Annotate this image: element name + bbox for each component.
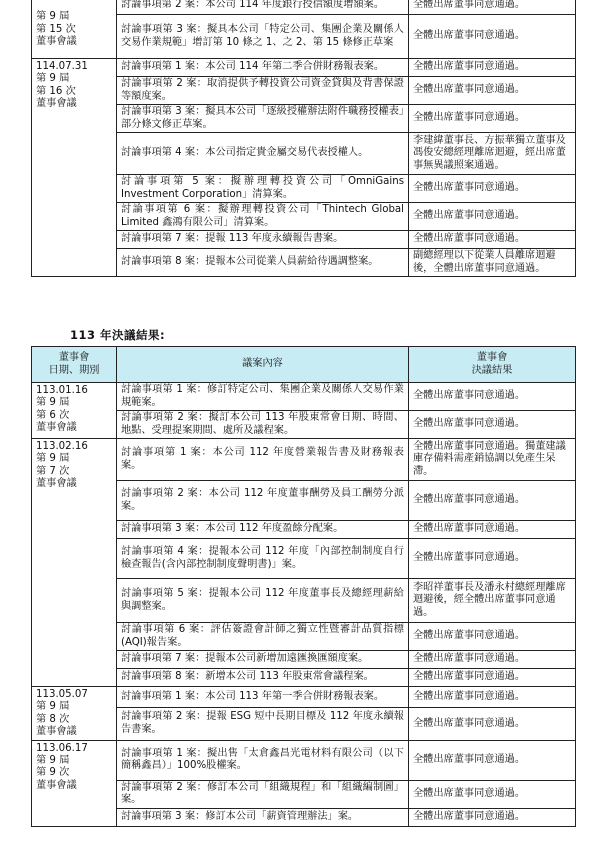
proposal-cell: 討論事項第 3 案：擬具本公司「特定公司、集團企業及關係人交易作業規範」增訂第 10 條之 1、之 2、第 15 條修正草案 xyxy=(117,15,409,59)
meeting-line: 第 9 屆 xyxy=(36,11,70,23)
proposal-cell: 討論事項第 2 案：提報 ESG 短中長期目標及 112 年度永續報告書案。 xyxy=(117,707,409,740)
table-row xyxy=(32,740,576,780)
resolution-cell: 全體出席董事同意通過。 xyxy=(409,687,576,708)
resolution-cell: 李建緯董事長、方振華獨立董事及馮俊安總經理離席迴避，經出席董事無異議照案通過。 xyxy=(409,133,576,175)
resolution-cell: 全體出席董事同意通過。 xyxy=(409,669,576,687)
resolution-cell: 全體出席董事同意通過。 xyxy=(409,0,576,15)
meeting-line: 第 6 次 xyxy=(36,409,70,421)
meeting-cell xyxy=(32,383,117,439)
meeting-cell xyxy=(32,439,117,687)
header-meeting-date: 董事會 日期、期別 xyxy=(32,347,117,383)
resolution-cell: 全體出席董事同意通過。 xyxy=(409,707,576,740)
table-row xyxy=(32,439,576,481)
meeting-line: 第 8 次 xyxy=(36,713,70,725)
proposal-cell: 討論事項第 6 案：評估簽證會計師之獨立性暨審計品質指標(AQI)報告案。 xyxy=(117,623,409,651)
table-row xyxy=(32,59,576,77)
proposal-cell: 討論事項第 1 案：擬出售「太倉鑫昌光電材料有限公司（以下簡稱鑫昌）」100%股權案。 xyxy=(117,740,409,780)
resolution-cell: 李昭祥董事長及潘永村總經理離席迴避後，經全體出席董事同意通過。 xyxy=(409,579,576,623)
meeting-line: 董事會議 xyxy=(36,478,77,490)
resolution-cell: 全體出席董事同意通過。 xyxy=(409,623,576,651)
resolution-cell: 全體出席董事同意通過。 xyxy=(409,203,576,231)
table-row xyxy=(32,687,576,708)
proposal-cell: 討論事項第 3 案：修訂本公司「薪資管理辦法」案。 xyxy=(117,808,409,826)
resolution-cell: 全體出席董事同意通過。 xyxy=(409,808,576,826)
resolution-cell: 全體出席董事同意通過。 xyxy=(409,231,576,249)
resolution-cell: 全體出席董事同意通過。 xyxy=(409,780,576,808)
resolution-cell: 全體出席董事同意通過。 xyxy=(409,383,576,411)
resolution-cell: 全體出席董事同意通過。 xyxy=(409,740,576,780)
proposal-cell: 討論事項第 6 案：擬辦理轉投資公司「Thintech Global Limited 鑫鴻有限公司」清算案。 xyxy=(117,203,409,231)
meeting-line: 第 9 屆 xyxy=(36,397,70,409)
proposal-cell: 討論事項第 5 案：提報本公司 112 年度董事長及總經理薪給與調整案。 xyxy=(117,579,409,623)
proposal-cell: 討論事項第 2 案：擬訂本公司 113 年股東常會日期、時間、地點、受理提案期間、處所及議程案。 xyxy=(117,411,409,439)
meeting-cell xyxy=(32,687,117,741)
proposal-cell: 討論事項第 1 案：修訂特定公司、集團企業及關係人交易作業規範案。 xyxy=(117,383,409,411)
proposal-cell: 討論事項第 3 案：擬具本公司「逐級授權辦法附件職務授權表」部分條文修正草案。 xyxy=(117,105,409,133)
meeting-cell xyxy=(32,59,117,277)
proposal-cell: 討論事項第 4 案：提報本公司 112 年度「內部控制制度自行檢查報告(含內部控制制度聲明書)」案。 xyxy=(117,539,409,579)
resolution-cell: 全體出席董事同意通過。 xyxy=(409,59,576,77)
meeting-line: 董事會議 xyxy=(36,779,77,791)
meeting-line: 第 7 次 xyxy=(36,465,70,477)
table-header-row xyxy=(32,347,576,383)
meeting-cell xyxy=(32,740,117,826)
proposal-cell: 討論事項第 1 案：本公司 112 年度營業報告書及財務報表案。 xyxy=(117,439,409,481)
proposal-cell: 討論事項第 7 案：提報本公司新增加遠匯換匯額度案。 xyxy=(117,651,409,669)
proposal-cell: 討論事項第 7 案：提報 113 年度永續報告書案。 xyxy=(117,231,409,249)
resolution-cell: 全體出席董事同意通過。 xyxy=(409,175,576,203)
proposal-cell: 討論事項第 8 案：新增本公司 113 年股東常會議程案。 xyxy=(117,669,409,687)
meeting-line: 第 9 屆 xyxy=(36,73,70,85)
proposal-cell: 討論事項第 4 案：本公司指定貴金屬交易代表授權人。 xyxy=(117,133,409,175)
resolutions-table-2024 xyxy=(31,346,576,827)
resolution-cell: 全體出席董事同意通過。 xyxy=(409,411,576,439)
proposal-cell: 討論事項第 3 案：本公司 112 年度盈餘分配案。 xyxy=(117,521,409,539)
proposal-cell: 討論事項第 2 案：本公司 112 年度董事酬勞及員工酬勞分派案。 xyxy=(117,481,409,521)
resolution-cell: 副總經理以下從業人員離席迴避後，全體出席董事同意通過。 xyxy=(409,249,576,277)
proposal-cell: 討論事項第 1 案：本公司 114 年第二季合併財務報表案。 xyxy=(117,59,409,77)
resolutions-table-2025 xyxy=(31,0,576,277)
header-resolution-result: 董事會 決議結果 xyxy=(409,347,576,383)
meeting-line: 第 9 屆 xyxy=(36,453,70,465)
section-title-2024: 113 年決議結果: xyxy=(70,328,166,342)
meeting-line: 第 9 屆 xyxy=(36,755,70,767)
meeting-line: 董事會議 xyxy=(36,422,77,434)
meeting-line: 董事會議 xyxy=(36,98,77,110)
table-row xyxy=(32,383,576,411)
meeting-line: 第 16 次 xyxy=(36,85,76,97)
proposal-cell: 討論事項第 2 案：取消提供予轉投資公司資金貸與及背書保證等額度案。 xyxy=(117,77,409,105)
meeting-line: 113.02.16 xyxy=(36,441,88,452)
meeting-line xyxy=(36,0,112,11)
resolution-cell: 全體出席董事同意通過。 xyxy=(409,539,576,579)
resolution-cell: 全體出席董事同意通過。獨董建議庫存備料需產銷協調以免產生呆滯。 xyxy=(409,439,576,481)
resolution-cell: 全體出席董事同意通過。 xyxy=(409,105,576,133)
meeting-cell xyxy=(32,0,117,59)
meeting-line: 114.07.31 xyxy=(36,61,88,72)
resolution-cell: 全體出席董事同意通過。 xyxy=(409,521,576,539)
resolution-cell: 全體出席董事同意通過。 xyxy=(409,77,576,105)
meeting-line: 第 9 屆 xyxy=(36,701,70,713)
proposal-cell: 討論事項第 8 案：提報本公司從業人員薪給待遇調整案。 xyxy=(117,249,409,277)
header-proposal-content: 議案內容 xyxy=(117,347,409,383)
proposal-cell: 討論事項第 1 案：本公司 113 年第一季合併財務報表案。 xyxy=(117,687,409,708)
meeting-line: 第 9 次 xyxy=(36,767,70,779)
proposal-cell: 討論事項第 2 案：本公司 114 年度銀行授信額度增額案。 xyxy=(117,0,409,15)
meeting-line: 董事會議 xyxy=(36,726,77,738)
meeting-line: 113.01.16 xyxy=(36,385,88,396)
meeting-line: 董事會議 xyxy=(36,36,77,48)
resolution-cell: 全體出席董事同意通過。 xyxy=(409,651,576,669)
resolution-cell: 全體出席董事同意通過。 xyxy=(409,481,576,521)
meeting-line: 第 15 次 xyxy=(36,23,76,35)
table-row xyxy=(32,0,576,15)
meeting-line: 113.05.07 xyxy=(36,689,88,700)
meeting-line: 113.06.17 xyxy=(36,742,88,754)
proposal-cell: 討論事項第 2 案：修訂本公司「組織規程」和「組織編制圖」案。 xyxy=(117,780,409,808)
proposal-cell: 討論事項第 5 案：擬辦理轉投資公司「OmniGains Investment Corporation」清算案。 xyxy=(117,175,409,203)
resolution-cell: 全體出席董事同意通過。 xyxy=(409,15,576,59)
